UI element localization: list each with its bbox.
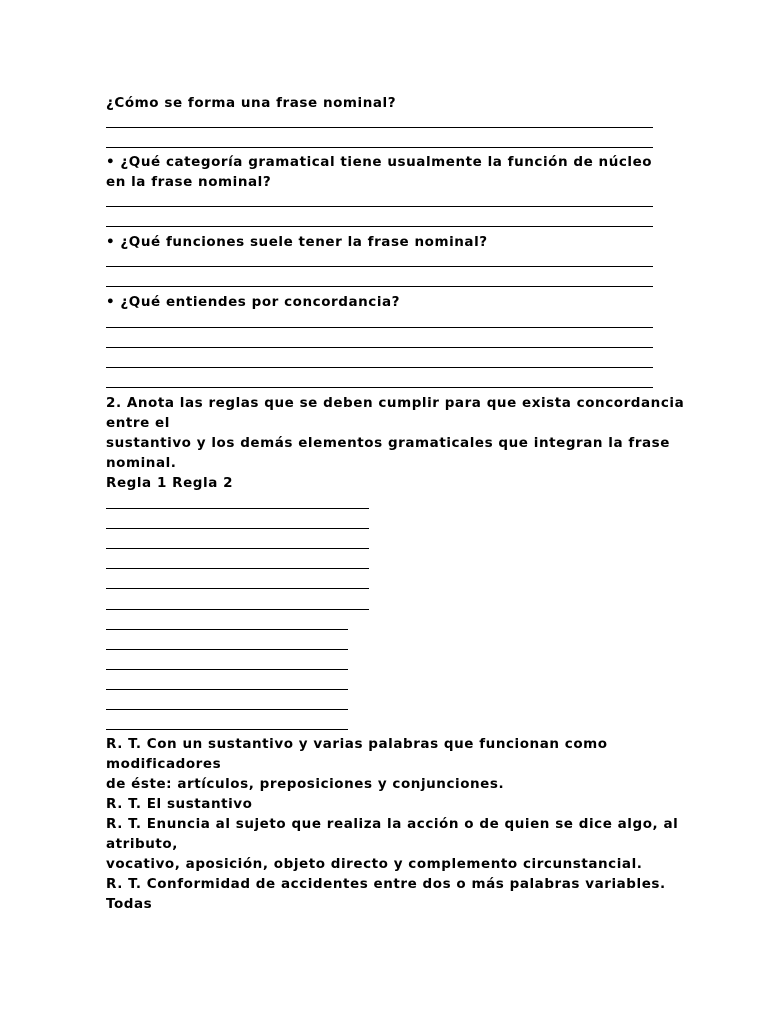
answer-1-line-2: modificadores	[106, 756, 222, 772]
rule-answer-line	[106, 568, 369, 569]
answer-line	[106, 127, 653, 128]
rule-answer-line	[106, 528, 369, 529]
rules-heading: Regla 1 Regla 2	[106, 475, 234, 491]
rule-answer-line	[106, 669, 348, 670]
answer-1-line-3: de éste: artículos, preposiciones y conjunciones.	[106, 776, 505, 792]
answer-3-line-2: atributo,	[106, 836, 178, 852]
answer-line	[106, 347, 653, 348]
answer-4-line-1: R. T. Conformidad de accidentes entre dos o más palabras variables.	[106, 876, 666, 892]
rule-answer-line	[106, 649, 348, 650]
section-2-line-2: entre el	[106, 415, 170, 431]
answer-line	[106, 226, 653, 227]
question-1: ¿Cómo se forma una frase nominal?	[106, 95, 397, 111]
answer-line	[106, 327, 653, 328]
answer-2: R. T. El sustantivo	[106, 796, 253, 812]
answer-3-line-1: R. T. Enuncia al sujeto que realiza la acción o de quien se dice algo, al	[106, 816, 679, 832]
rule-answer-line	[106, 588, 369, 589]
rule-answer-line	[106, 609, 369, 610]
rule-answer-line	[106, 548, 369, 549]
answer-3-line-3: vocativo, aposición, objeto directo y complemento circunstancial.	[106, 856, 643, 872]
answer-line	[106, 367, 653, 368]
rule-answer-line	[106, 689, 348, 690]
section-2-line-3: sustantivo y los demás elementos gramaticales que integran la frase	[106, 435, 670, 451]
section-2-line-1: 2. Anota las reglas que se deben cumplir para que exista concordancia	[106, 395, 685, 411]
question-2-line-2: en la frase nominal?	[106, 174, 272, 190]
answer-line	[106, 266, 653, 267]
answer-line	[106, 206, 653, 207]
rule-answer-line	[106, 629, 348, 630]
answer-line	[106, 147, 653, 148]
answer-line	[106, 286, 653, 287]
answer-1-line-1: R. T. Con un sustantivo y varias palabras que funcionan como	[106, 736, 608, 752]
rule-answer-line	[106, 729, 348, 730]
answer-line	[106, 387, 653, 388]
answer-4-line-2: Todas	[106, 896, 153, 912]
question-4: • ¿Qué entiendes por concordancia?	[106, 294, 401, 310]
rule-answer-line	[106, 508, 369, 509]
question-3: • ¿Qué funciones suele tener la frase nominal?	[106, 234, 488, 250]
section-2-line-4: nominal.	[106, 455, 177, 471]
rule-answer-line	[106, 709, 348, 710]
question-2-line-1: • ¿Qué categoría gramatical tiene usualmente la función de núcleo	[106, 154, 653, 170]
